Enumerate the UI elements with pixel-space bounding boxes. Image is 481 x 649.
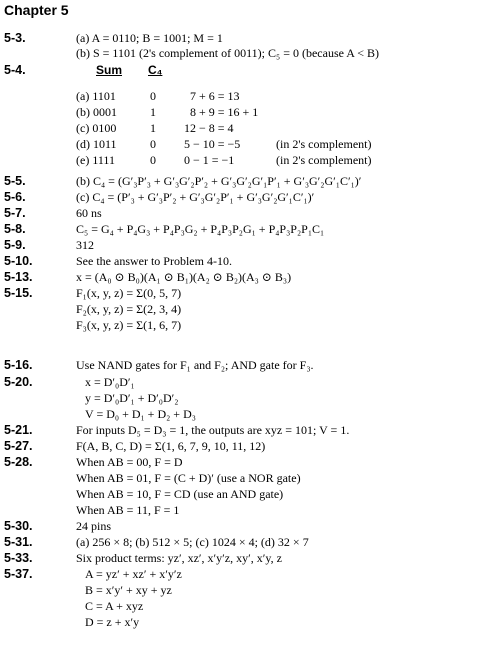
answer-line: D = z + x′y [85, 615, 140, 629]
decimal-check: 5 − 10 = −5 [184, 137, 241, 151]
column-header-sum: Sum [96, 63, 123, 77]
answer-line: (a) A = 0110; B = 1001; M = 1 [76, 31, 223, 45]
problem-number: 5-33. [4, 551, 33, 565]
problem-number: 5-8. [4, 222, 26, 236]
sum-row-label: (a) 1101 [76, 89, 116, 103]
answer-line: x = (A₀ ⊙ B₀)(A₁ ⊙ B₁)(A₂ ⊙ B₂)(A₃ ⊙ B₃) [76, 270, 292, 284]
answer-line: F₂(x, y, z) = Σ(2, 3, 4) [76, 302, 182, 316]
answer-line: When AB = 10, F = CD (use an AND gate) [76, 487, 284, 501]
answer-line: (c) C₄ = (P′₃ + G′₃P′₂ + G′₃G′₂P′₁ + G′₃G′₂G′₁C′₁)′ [76, 190, 315, 204]
sum-row-label: (b) 0001 [76, 105, 117, 119]
problem-number: 5-13. [4, 270, 33, 284]
problem-number: 5-27. [4, 439, 33, 453]
answer-line: y = D′₀D′₁ + D′₀D′₂ [85, 391, 179, 405]
answer-line: 312 [76, 238, 94, 252]
decimal-check: 8 + 9 = 16 + 1 [190, 105, 259, 119]
decimal-check: 12 − 8 = 4 [184, 121, 234, 135]
answer-line: Six product terms: yz′, xz′, x′y′z, xy′, x′y, z [76, 551, 282, 565]
answer-line: Use NAND gates for F₁ and F₂; AND gate for F₃. [76, 358, 314, 372]
answer-line: C₅ = G₄ + P₄G₃ + P₄P₃G₂ + P₄P₃P₂G₁ + P₄P₃P₂P₁C₁ [76, 222, 325, 236]
decimal-check: 0 − 1 = −1 [184, 153, 235, 167]
answer-line: F₁(x, y, z) = Σ(0, 5, 7) [76, 286, 182, 300]
complement-note: (in 2's complement) [276, 137, 372, 151]
problem-number: 5-37. [4, 567, 33, 581]
answer-line: A = yz′ + xz′ + x′y′z [85, 567, 182, 581]
answer-line: For inputs D₅ = D₃ = 1, the outputs are xyz = 101; V = 1. [76, 423, 350, 437]
problem-number: 5-9. [4, 238, 26, 252]
problem-number: 5-31. [4, 535, 33, 549]
answer-line: 60 ns [76, 206, 102, 220]
sum-row-label: (e) 1111 [76, 153, 115, 167]
answer-line: (b) S = 1101 (2's complement of 0011); C₅ = 0 (because A < B) [76, 46, 380, 60]
answer-line: F(A, B, C, D) = Σ(1, 6, 7, 9, 10, 11, 12) [76, 439, 266, 453]
answer-line: (b) C₄ = (G′₃P′₃ + G′₃G′₂P′₂ + G′₃G′₂G′₁P′₁ + G′₃G′₂G′₁C′₁)′ [76, 174, 362, 188]
problem-number: 5-10. [4, 254, 33, 268]
problem-number: 5-5. [4, 174, 26, 188]
answer-line: When AB = 01, F = (C + D)′ (use a NOR gate) [76, 471, 301, 485]
problem-number: 5-3. [4, 31, 26, 45]
answer-line: When AB = 11, F = 1 [76, 503, 180, 517]
problem-number: 5-6. [4, 190, 26, 204]
problem-number: 5-16. [4, 358, 33, 372]
answer-line: x = D′₀D′₁ [85, 375, 135, 389]
sum-row-label: (c) 0100 [76, 121, 117, 135]
carry-value: 1 [150, 105, 156, 119]
problem-number: 5-20. [4, 375, 33, 389]
carry-value: 0 [150, 89, 156, 103]
answer-line: When AB = 00, F = D [76, 455, 183, 469]
answer-line: V = D₀ + D₁ + D₂ + D₃ [85, 407, 196, 421]
problem-number: 5-30. [4, 519, 33, 533]
column-header-carry: C₄ [148, 63, 163, 77]
answer-line: C = A + xyz [85, 599, 144, 613]
problem-number: 5-4. [4, 63, 26, 77]
problem-number: 5-21. [4, 423, 33, 437]
answer-line: F₃(x, y, z) = Σ(1, 6, 7) [76, 318, 182, 332]
complement-note: (in 2's complement) [276, 153, 372, 167]
carry-value: 1 [150, 121, 156, 135]
answer-line: See the answer to Problem 4-10. [76, 254, 232, 268]
problem-number: 5-7. [4, 206, 26, 220]
chapter-title: Chapter 5 [4, 2, 69, 18]
problem-number: 5-15. [4, 286, 33, 300]
sum-row-label: (d) 1011 [76, 137, 117, 151]
decimal-check: 7 + 6 = 13 [190, 89, 240, 103]
answer-line: (a) 256 × 8; (b) 512 × 5; (c) 1024 × 4; (d) 32 × 7 [76, 535, 309, 549]
carry-value: 0 [150, 153, 156, 167]
answer-line: B = x′y′ + xy + yz [85, 583, 172, 597]
answer-line: 24 pins [76, 519, 112, 533]
carry-value: 0 [150, 137, 156, 151]
problem-number: 5-28. [4, 455, 33, 469]
